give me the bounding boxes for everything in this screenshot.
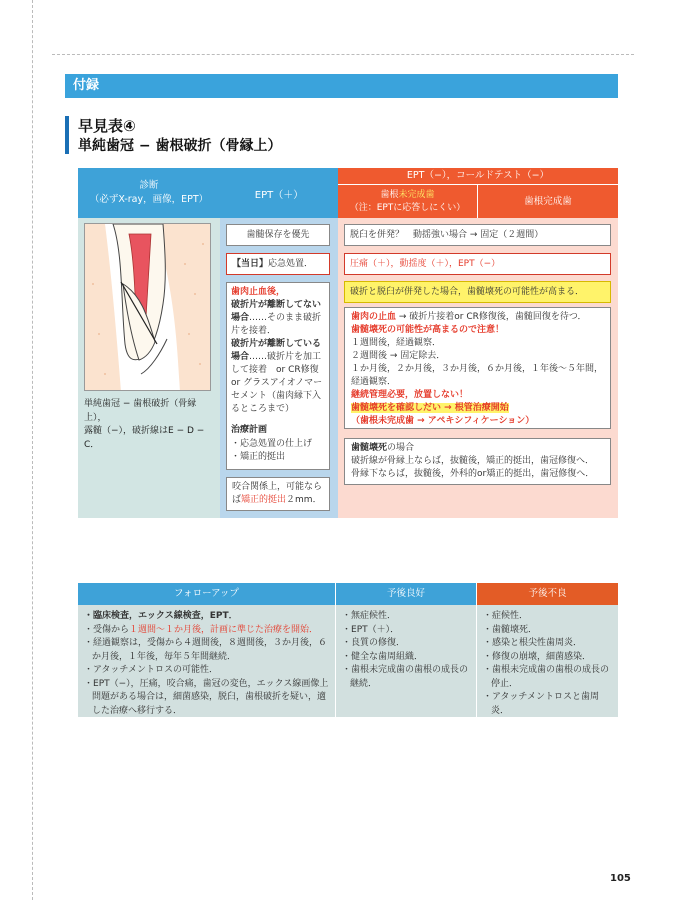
header-ept-positive: EPT（＋） (220, 168, 338, 218)
ept-neg-box-warning: 破折と脱臼が併発した場合，歯髄壊死の可能性が高まる． (344, 281, 611, 303)
treat-plan-item2: ・矯正的挺出 (231, 451, 286, 462)
treat-plan-item1: ・応急処置の仕上げ (231, 438, 313, 449)
mgmt-week1: １週間後，経過観察． (351, 338, 442, 349)
header-diagnosis-line2: （必ずX-ray，画像，EPT） (89, 194, 209, 205)
prognosis-good-item: ・ EPT（＋）． (342, 624, 470, 638)
prognosis-poor-item: ・ 症候性． (483, 610, 612, 624)
followup-header: フォローアップ (78, 583, 335, 605)
necrosis-case: の場合 (387, 443, 415, 453)
extrusion-text: 咬合関係上，可能ならば (232, 482, 323, 506)
necrosis-heading (351, 442, 604, 455)
mgmt-rct-text: 歯髄壊死を確認しだい → 根管治療開始 (351, 403, 509, 414)
mgmt-hemostasis-label: 歯肉の止血 (351, 312, 397, 322)
followup-item: ・ 経過観察は，受傷から４週間後，８週間後，３か月後，６か月後，１年後，毎年５年間継続． (84, 637, 329, 664)
header-diagnosis-line1: 診断 (139, 179, 159, 191)
header-immature-root (338, 184, 478, 218)
ept-pos-box-emergency (226, 253, 330, 275)
necrosis-sub: 骨縁下ならば，抜髄後，外科的or矯正的挺出，歯冠修復へ． (351, 469, 595, 480)
title-accent-bar (65, 116, 69, 154)
header-immature-pre: 歯根 (380, 190, 399, 201)
ept-pos-box-extrusion (226, 477, 330, 511)
prognosis-poor-item: ・ 歯髄壊死． (483, 624, 612, 638)
treat-not-detached-text: ……そのまま破折片を接着． (231, 313, 322, 337)
followup-item: ・ アタッチメントロスの可能性． (84, 664, 329, 678)
prognosis-poor-list (483, 610, 612, 718)
header-diagnosis (78, 168, 220, 218)
extrusion-label: 矯正的挺出 (241, 495, 287, 506)
followup-item-hl: １週間〜１か月後，計画に準じた治療を開始． (129, 624, 319, 635)
mgmt-schedule: １か月後，２か月後，３か月後，６か月後，１年後〜５年間，経過観察． (351, 364, 604, 388)
followup-body (78, 605, 335, 717)
prognosis-good-header: 予後良好 (335, 583, 476, 605)
mgmt-continue: 継続管理必要，放置しない！ (351, 390, 469, 401)
mgmt-hemostasis (351, 311, 604, 324)
treat-detached (231, 338, 325, 416)
emergency-day-label: 【当日】 (232, 259, 269, 269)
prognosis-good-item: ・ 無症候性． (342, 610, 470, 624)
header-mature-root: 歯根完成歯 (478, 184, 618, 218)
treat-not-detached (231, 299, 325, 338)
followup-item (84, 624, 329, 638)
treat-hemostasis: 歯肉止血後， (231, 287, 286, 297)
prognosis-good-item: ・ 良質の修復． (342, 637, 470, 651)
followup-list (84, 610, 329, 718)
page-number: 105 (610, 873, 631, 884)
section-band: 付録 (65, 74, 618, 98)
followup-item: ・ EPT（−），圧痛，咬合痛，歯冠の変色，エックス線画像上問題がある場合は，細菌感染，脱臼，歯根破折を疑い，適した治療へ移行する． (84, 678, 329, 719)
ept-neg-box-management (344, 307, 611, 429)
prognosis-poor-item: ・ 歯根未完成歯の歯根の成長の停止． (483, 664, 612, 691)
ept-pos-box-treatment (226, 282, 330, 470)
extrusion-amount: ２mm． (286, 495, 322, 506)
prognosis-good-body (335, 605, 476, 717)
prognosis-good-list (342, 610, 470, 691)
ept-neg-box-necrosis (344, 438, 611, 485)
prognosis-poor-item: ・ 修復の崩壊，細菌感染． (483, 651, 612, 665)
prognosis-poor-body (476, 605, 618, 717)
prognosis-good-item: ・ 健全な歯周組織． (342, 651, 470, 665)
mgmt-apexification: （歯根未完成歯 → アペキシフィケーション） (351, 416, 535, 427)
left-dashed-margin (32, 0, 33, 900)
followup-item-pre: 受傷から (93, 624, 130, 635)
mgmt-hemostasis-text: → 破折片接着or CR修復後，歯髄回復を待つ． (396, 312, 587, 322)
top-dashed-rule (52, 54, 634, 55)
treat-detached-label: 破折片が離断している場合 (231, 339, 322, 363)
header-ept-negative: EPT（−），コールドテスト（−） (338, 168, 618, 184)
prognosis-poor-item: ・ アタッチメントロスと歯周炎． (483, 691, 612, 718)
diagnosis-text (84, 398, 216, 452)
page-title-line2: 単純歯冠 − 歯根破折（骨縁上） (78, 138, 282, 154)
mgmt-caution: 歯髄壊死の可能性が高まるので注意！ (351, 325, 505, 336)
ept-pos-box-preserve: 歯髄保存を優先 (226, 224, 330, 246)
fractured-tooth-diagram-icon (84, 223, 211, 391)
page-title-line1: 早見表④ (78, 117, 136, 135)
necrosis-supra: 破折線が骨縁上ならば，抜髄後，矯正的挺出，歯冠修復へ． (351, 456, 595, 467)
diagnosis-line2: 露髄（−），破折線はE − D − C． (84, 426, 205, 450)
prognosis-poor-item: ・ 感染と根尖性歯周炎． (483, 637, 612, 651)
emergency-text: 応急処置． (268, 259, 314, 269)
treat-detached-text: ……破折片を加工して接着 or CR修復 or グラスアイオノマーセメント（歯肉縁下入るところまで） (231, 352, 323, 415)
prognosis-poor-header: 予後不良 (476, 583, 618, 605)
ept-neg-box-symptoms: 圧痛（＋），動揺度（＋），EPT（−） (344, 253, 611, 275)
diagnosis-line1: 単純歯冠 − 歯根破折（骨縁上）， (84, 399, 197, 423)
mgmt-rct (351, 402, 604, 415)
followup-item: ・ 臨床検査，エックス線検査，EPT． (84, 610, 329, 624)
necrosis-label: 歯髄壊死 (351, 443, 388, 453)
header-immature-note: （注：EPTに応答しにくい） (349, 202, 466, 213)
prognosis-good-item: ・ 歯根未完成歯の歯根の成長の継続． (342, 664, 470, 691)
mgmt-week2: ２週間後 → 固定除去． (351, 351, 446, 362)
ept-neg-box-luxation: 脱臼を併発？ 動揺強い場合 → 固定（２週間） (344, 224, 611, 246)
treat-plan-heading: 治療計画 (231, 425, 268, 436)
header-immature-label (338, 189, 477, 201)
treat-not-detached-label: 破折片が離断してない場合 (231, 300, 322, 324)
header-immature-hl: 未完成歯 (398, 190, 435, 201)
